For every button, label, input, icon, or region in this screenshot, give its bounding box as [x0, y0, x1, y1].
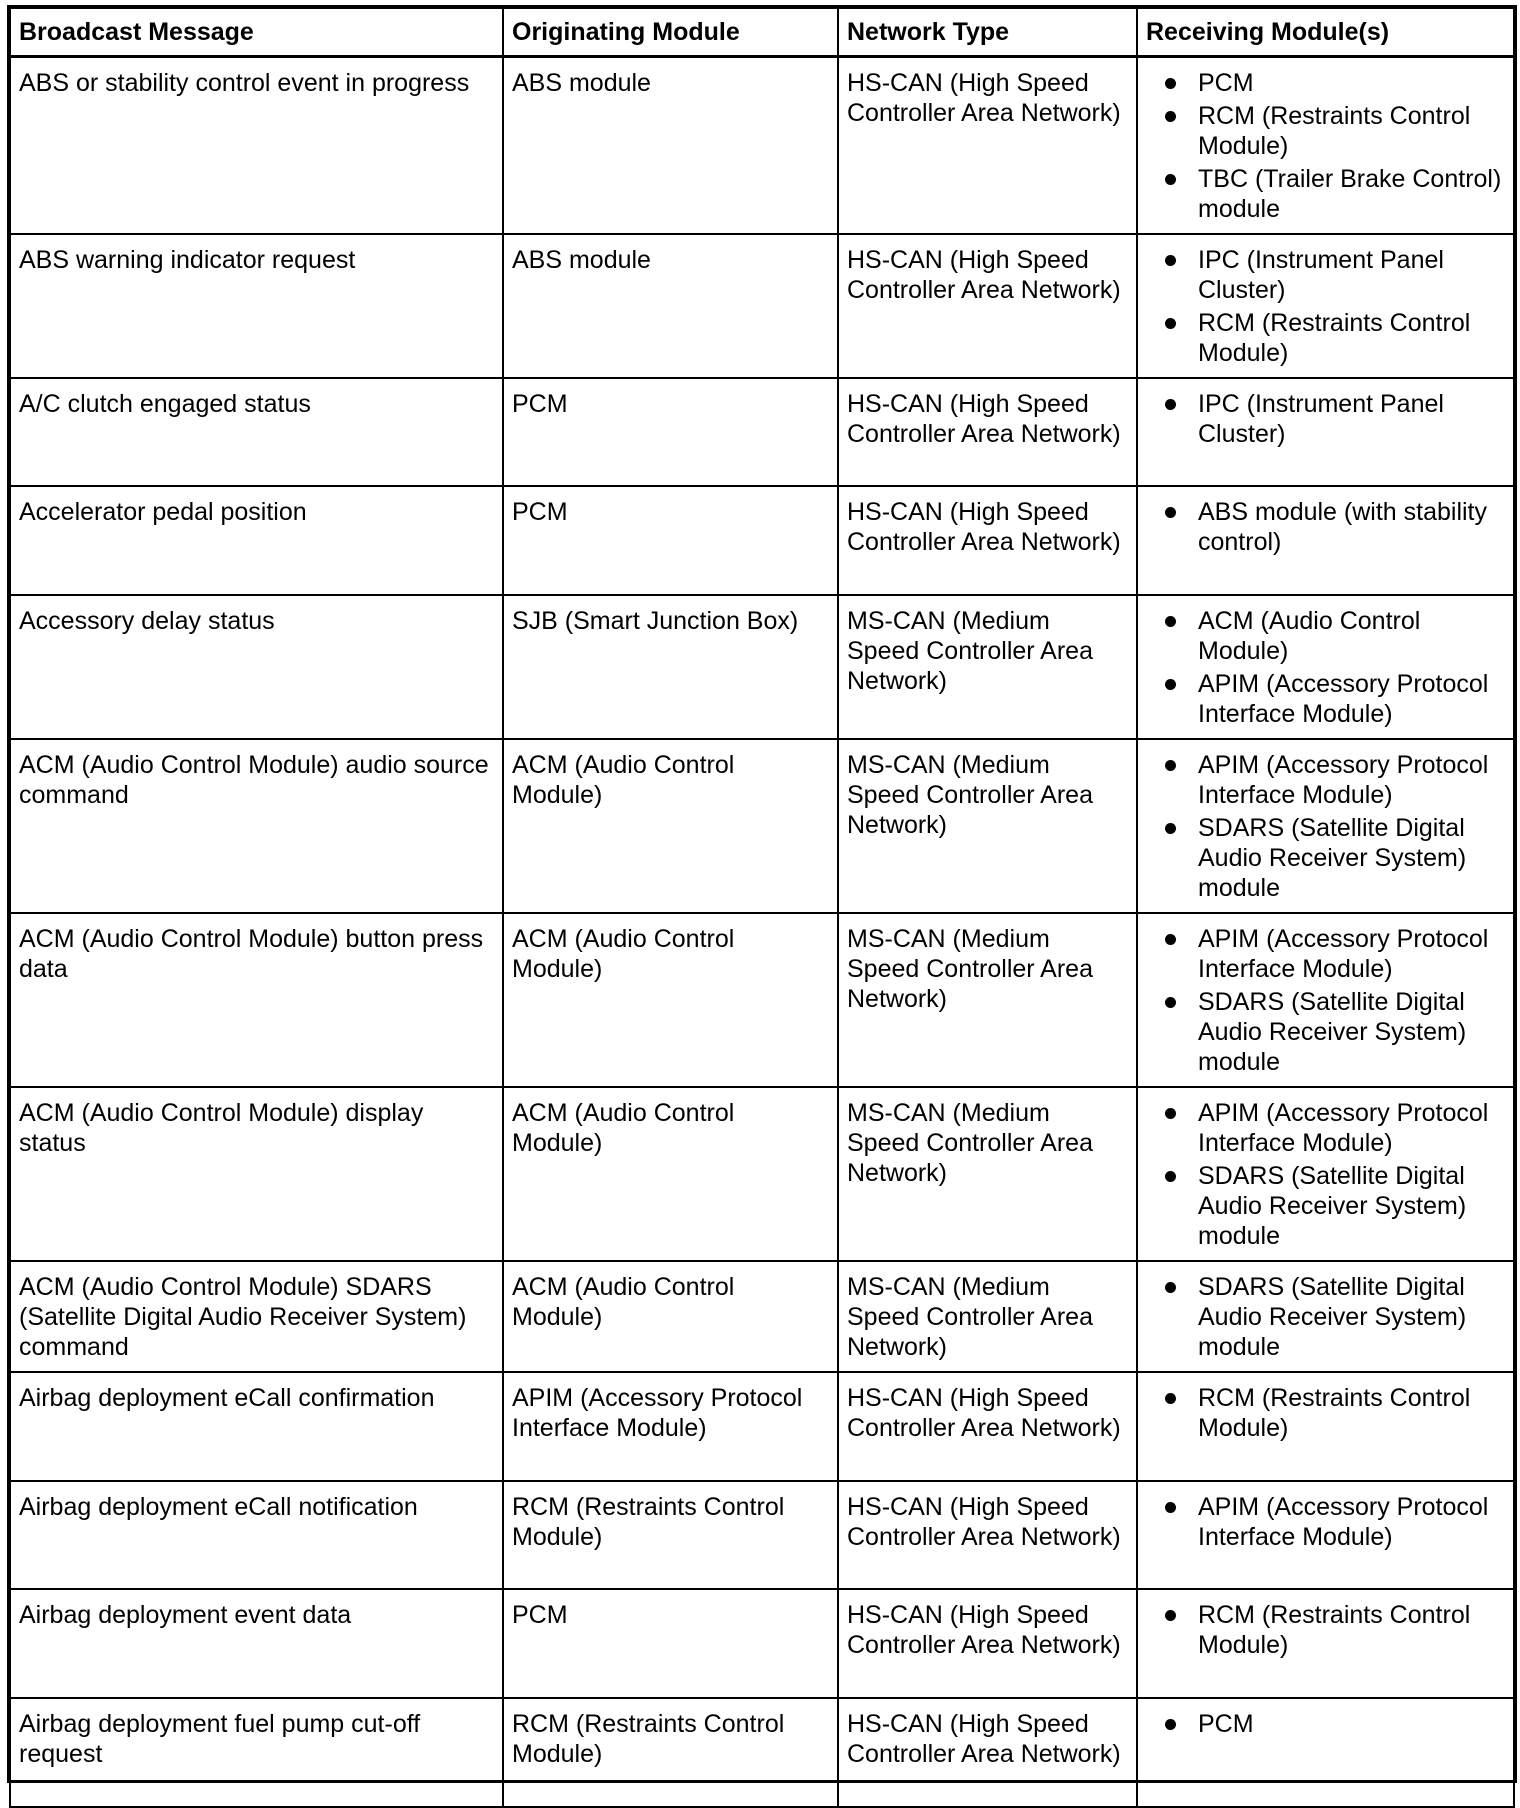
originating-module-cell: APIM (Accessory Protocol Interface Module)	[503, 1372, 838, 1481]
receiving-module-label: IPC (Instrument Panel Cluster)	[1198, 246, 1444, 304]
network-type-cell: HS-CAN (High Speed Controller Area Network)	[838, 1589, 1137, 1698]
bullet-icon	[1165, 78, 1176, 89]
receiving-module-label: ABS module (with stability control)	[1198, 498, 1488, 556]
receiving-modules-list	[1146, 1272, 1505, 1362]
receiving-modules-cell	[1137, 1481, 1514, 1589]
receiving-modules-list	[1146, 245, 1505, 368]
header-receiving-modules: Receiving Module(s)	[1137, 8, 1514, 57]
receiving-module-label: APIM (Accessory Protocol Interface Module)	[1198, 751, 1489, 809]
list-item	[1146, 750, 1505, 810]
receiving-modules-list	[1146, 497, 1505, 557]
originating-module-cell: ACM (Audio Control Module)	[503, 739, 838, 913]
receiving-modules-list	[1146, 924, 1505, 1077]
list-item	[1146, 1161, 1505, 1251]
receiving-module-label: RCM (Restraints Control Module)	[1198, 102, 1471, 160]
table-row	[10, 1087, 1514, 1261]
broadcast-message-cell: ACM (Audio Control Module) SDARS (Satellite Digital Audio Receiver System) command	[10, 1261, 503, 1372]
bullet-icon	[1165, 679, 1176, 690]
list-item	[1146, 1492, 1505, 1552]
receiving-module-label: APIM (Accessory Protocol Interface Module)	[1198, 1099, 1489, 1157]
table-row	[10, 595, 1514, 739]
table-row	[10, 486, 1514, 595]
bullet-icon	[1165, 1393, 1176, 1404]
receiving-modules-list	[1146, 606, 1505, 729]
list-item	[1146, 68, 1505, 98]
bullet-icon	[1165, 997, 1176, 1008]
network-type-cell: MS-CAN (Medium Speed Controller Area Network)	[838, 913, 1137, 1087]
receiving-module-label: SDARS (Satellite Digital Audio Receiver System) module	[1198, 814, 1467, 902]
network-type-cell: HS-CAN (High Speed Controller Area Network)	[838, 378, 1137, 486]
receiving-module-label: APIM (Accessory Protocol Interface Module)	[1198, 925, 1489, 983]
broadcast-message-cell: ABS warning indicator request	[10, 234, 503, 378]
network-type-cell: HS-CAN (High Speed Controller Area Network)	[838, 1372, 1137, 1481]
list-item	[1146, 1600, 1505, 1660]
receiving-modules-cell	[1137, 234, 1514, 378]
list-item	[1146, 924, 1505, 984]
receiving-modules-cell	[1137, 913, 1514, 1087]
network-type-cell: HS-CAN (High Speed Controller Area Network)	[838, 1698, 1137, 1807]
bullet-icon	[1165, 1282, 1176, 1293]
receiving-module-label: IPC (Instrument Panel Cluster)	[1198, 390, 1444, 448]
bullet-icon	[1165, 111, 1176, 122]
list-item	[1146, 606, 1505, 666]
bullet-icon	[1165, 760, 1176, 771]
broadcast-message-cell: Accelerator pedal position	[10, 486, 503, 595]
bullet-icon	[1165, 399, 1176, 410]
broadcast-message-cell: A/C clutch engaged status	[10, 378, 503, 486]
broadcast-message-cell: Airbag deployment eCall confirmation	[10, 1372, 503, 1481]
receiving-module-label: PCM	[1198, 1710, 1254, 1738]
receiving-modules-list	[1146, 1492, 1505, 1552]
receiving-modules-cell	[1137, 57, 1514, 235]
receiving-module-label: RCM (Restraints Control Module)	[1198, 1384, 1471, 1442]
header-network-type: Network Type	[838, 8, 1137, 57]
receiving-modules-cell	[1137, 1589, 1514, 1698]
list-item	[1146, 1098, 1505, 1158]
receiving-module-label: APIM (Accessory Protocol Interface Module)	[1198, 1493, 1489, 1551]
receiving-modules-cell	[1137, 739, 1514, 913]
list-item	[1146, 1272, 1505, 1362]
receiving-modules-cell	[1137, 1261, 1514, 1372]
receiving-module-label: APIM (Accessory Protocol Interface Module)	[1198, 670, 1489, 728]
network-type-cell: HS-CAN (High Speed Controller Area Network)	[838, 486, 1137, 595]
receiving-modules-cell	[1137, 1087, 1514, 1261]
table-row	[10, 1698, 1514, 1807]
table-row	[10, 913, 1514, 1087]
bullet-icon	[1165, 1108, 1176, 1119]
receiving-modules-list	[1146, 389, 1505, 449]
originating-module-cell: ABS module	[503, 234, 838, 378]
originating-module-cell: ACM (Audio Control Module)	[503, 1261, 838, 1372]
bullet-icon	[1165, 616, 1176, 627]
receiving-module-label: SDARS (Satellite Digital Audio Receiver System) module	[1198, 1162, 1467, 1250]
bullet-icon	[1165, 1610, 1176, 1621]
network-message-table	[9, 7, 1515, 1808]
receiving-modules-cell	[1137, 378, 1514, 486]
broadcast-message-cell: Airbag deployment event data	[10, 1589, 503, 1698]
table-row	[10, 739, 1514, 913]
broadcast-message-cell: ACM (Audio Control Module) audio source command	[10, 739, 503, 913]
header-broadcast-message: Broadcast Message	[10, 8, 503, 57]
receiving-module-label: RCM (Restraints Control Module)	[1198, 309, 1471, 367]
table-row	[10, 234, 1514, 378]
receiving-modules-cell	[1137, 595, 1514, 739]
network-type-cell: HS-CAN (High Speed Controller Area Network)	[838, 1481, 1137, 1589]
receiving-modules-list	[1146, 68, 1505, 224]
originating-module-cell: PCM	[503, 486, 838, 595]
table-row	[10, 1481, 1514, 1589]
list-item	[1146, 987, 1505, 1077]
originating-module-cell: RCM (Restraints Control Module)	[503, 1698, 838, 1807]
receiving-modules-list	[1146, 1383, 1505, 1443]
bullet-icon	[1165, 1719, 1176, 1730]
table-row	[10, 1372, 1514, 1481]
receiving-module-label: PCM	[1198, 69, 1254, 97]
network-type-cell: MS-CAN (Medium Speed Controller Area Network)	[838, 595, 1137, 739]
list-item	[1146, 1709, 1505, 1739]
bullet-icon	[1165, 934, 1176, 945]
list-item	[1146, 101, 1505, 161]
broadcast-message-cell: Accessory delay status	[10, 595, 503, 739]
receiving-modules-list	[1146, 1098, 1505, 1251]
bullet-icon	[1165, 318, 1176, 329]
broadcast-message-cell: ABS or stability control event in progress	[10, 57, 503, 235]
broadcast-message-cell: Airbag deployment eCall notification	[10, 1481, 503, 1589]
network-type-cell: MS-CAN (Medium Speed Controller Area Network)	[838, 1261, 1137, 1372]
table-row	[10, 57, 1514, 235]
bullet-icon	[1165, 174, 1176, 185]
receiving-module-label: SDARS (Satellite Digital Audio Receiver System) module	[1198, 988, 1467, 1076]
network-type-cell: HS-CAN (High Speed Controller Area Network)	[838, 234, 1137, 378]
list-item	[1146, 813, 1505, 903]
receiving-module-label: SDARS (Satellite Digital Audio Receiver System) module	[1198, 1273, 1467, 1361]
bullet-icon	[1165, 1171, 1176, 1182]
receiving-modules-cell	[1137, 1372, 1514, 1481]
table-row	[10, 1589, 1514, 1698]
receiving-modules-list	[1146, 1600, 1505, 1660]
receiving-module-label: TBC (Trailer Brake Control) module	[1198, 165, 1502, 223]
table-header-row	[10, 8, 1514, 57]
list-item	[1146, 164, 1505, 224]
receiving-modules-list	[1146, 750, 1505, 903]
receiving-module-label: RCM (Restraints Control Module)	[1198, 1601, 1471, 1659]
bullet-icon	[1165, 255, 1176, 266]
network-type-cell: MS-CAN (Medium Speed Controller Area Network)	[838, 1087, 1137, 1261]
bullet-icon	[1165, 1502, 1176, 1513]
table-row	[10, 378, 1514, 486]
header-originating-module: Originating Module	[503, 8, 838, 57]
broadcast-message-cell: Airbag deployment fuel pump cut-off request	[10, 1698, 503, 1807]
originating-module-cell: ABS module	[503, 57, 838, 235]
originating-module-cell: ACM (Audio Control Module)	[503, 1087, 838, 1261]
originating-module-cell: PCM	[503, 378, 838, 486]
originating-module-cell: ACM (Audio Control Module)	[503, 913, 838, 1087]
broadcast-message-cell: ACM (Audio Control Module) button press data	[10, 913, 503, 1087]
table-body	[10, 57, 1514, 1808]
list-item	[1146, 308, 1505, 368]
originating-module-cell: SJB (Smart Junction Box)	[503, 595, 838, 739]
originating-module-cell: PCM	[503, 1589, 838, 1698]
receiving-module-label: ACM (Audio Control Module)	[1198, 607, 1421, 665]
broadcast-message-cell: ACM (Audio Control Module) display status	[10, 1087, 503, 1261]
list-item	[1146, 669, 1505, 729]
list-item	[1146, 389, 1505, 449]
bullet-icon	[1165, 507, 1176, 518]
receiving-modules-cell	[1137, 1698, 1514, 1807]
receiving-modules-cell	[1137, 486, 1514, 595]
network-type-cell: MS-CAN (Medium Speed Controller Area Network)	[838, 739, 1137, 913]
receiving-modules-list	[1146, 1709, 1505, 1739]
list-item	[1146, 245, 1505, 305]
originating-module-cell: RCM (Restraints Control Module)	[503, 1481, 838, 1589]
list-item	[1146, 1383, 1505, 1443]
list-item	[1146, 497, 1505, 557]
bullet-icon	[1165, 823, 1176, 834]
table-row	[10, 1261, 1514, 1372]
network-type-cell: HS-CAN (High Speed Controller Area Network)	[838, 57, 1137, 235]
